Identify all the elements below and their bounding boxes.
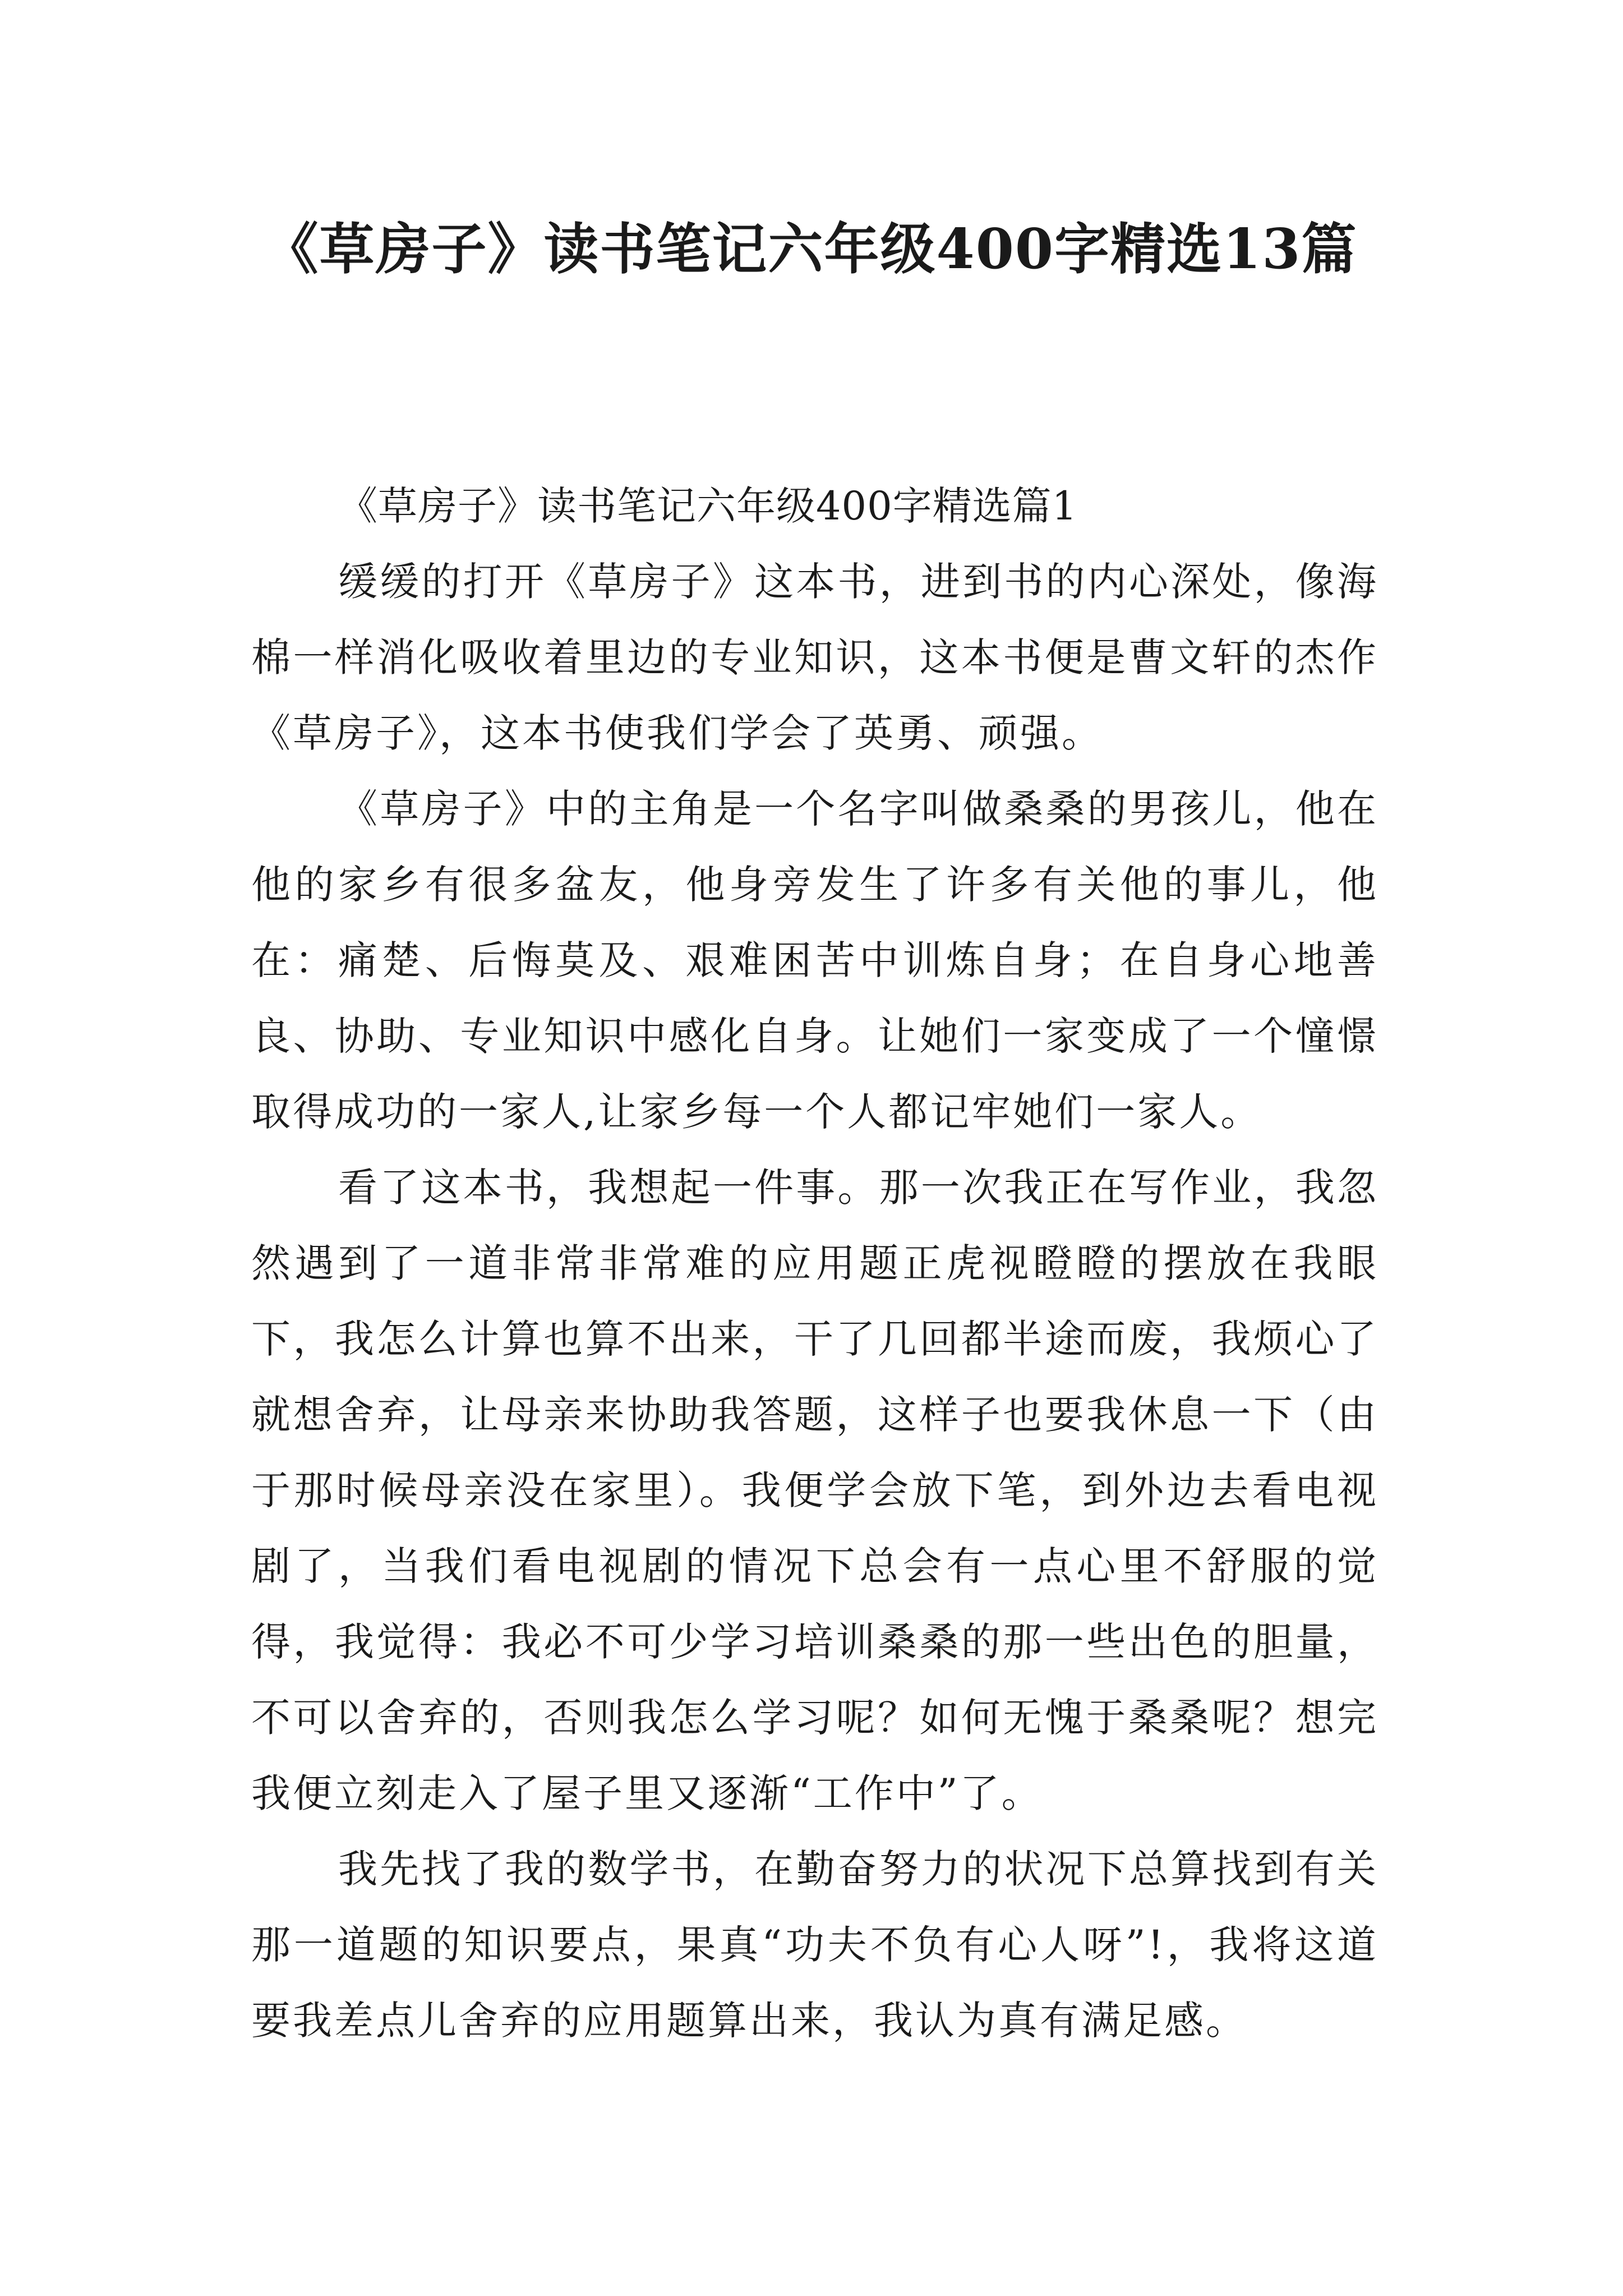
document-body [251,468,1378,2059]
paragraph-1: 缓缓的打开《草房子》这本书，进到书的内心深处，像海棉一样消化吸收着里边的专业知识，这本书便是曹文轩的杰作《草房子》，这本书使我们学会了英勇、顽强。 [251,559,1378,756]
paragraph-2: 《草房子》中的主角是一个名字叫做桑桑的男孩儿，他在他的家乡有很多盆友，他身旁发生了许多有关他的事儿，他在：痛楚、后悔莫及、艰难困苦中训炼自身；在自身心地善良、协助、专业知识中感化自身。让她们一家变成了一个憧憬取得成功的一家人,让家乡每一个人都记牢她们一家人。 [251,786,1378,1135]
document-title: 《草房子》读书笔记六年级400字精选13篇 [263,217,1358,282]
paragraph-4: 我先找了我的数学书，在勤奋努力的状况下总算找到有关那一道题的知识要点，果真“功夫不负有心人呀”!，我将这道要我差点儿舍弃的应用题算出来，我认为真有满足感。 [251,1846,1378,2044]
paragraph-3: 看了这本书，我想起一件事。那一次我正在写作业，我忽然遇到了一道非常非常难的应用题正虎视瞪瞪的摆放在我眼下，我怎么计算也算不出来，干了几回都半途而废，我烦心了就想舍弃，让母亲来协助我答题，这样子也要我休息一下（由于那时候母亲没在家里）。我便学会放下笔，到外边去看电视剧了，当我们看电视剧的情况下总会有一点心里不舒服的觉得，我觉得：我必不可少学习培训桑桑的那一些出色的胆量，不可以舍弃的，否则我怎么学习呢？如何无愧于桑桑呢？想完我便立刻走入了屋子里又逐渐“工作中”了。 [251,1165,1378,1816]
section-heading: 《草房子》读书笔记六年级400字精选篇1 [338,483,1078,529]
